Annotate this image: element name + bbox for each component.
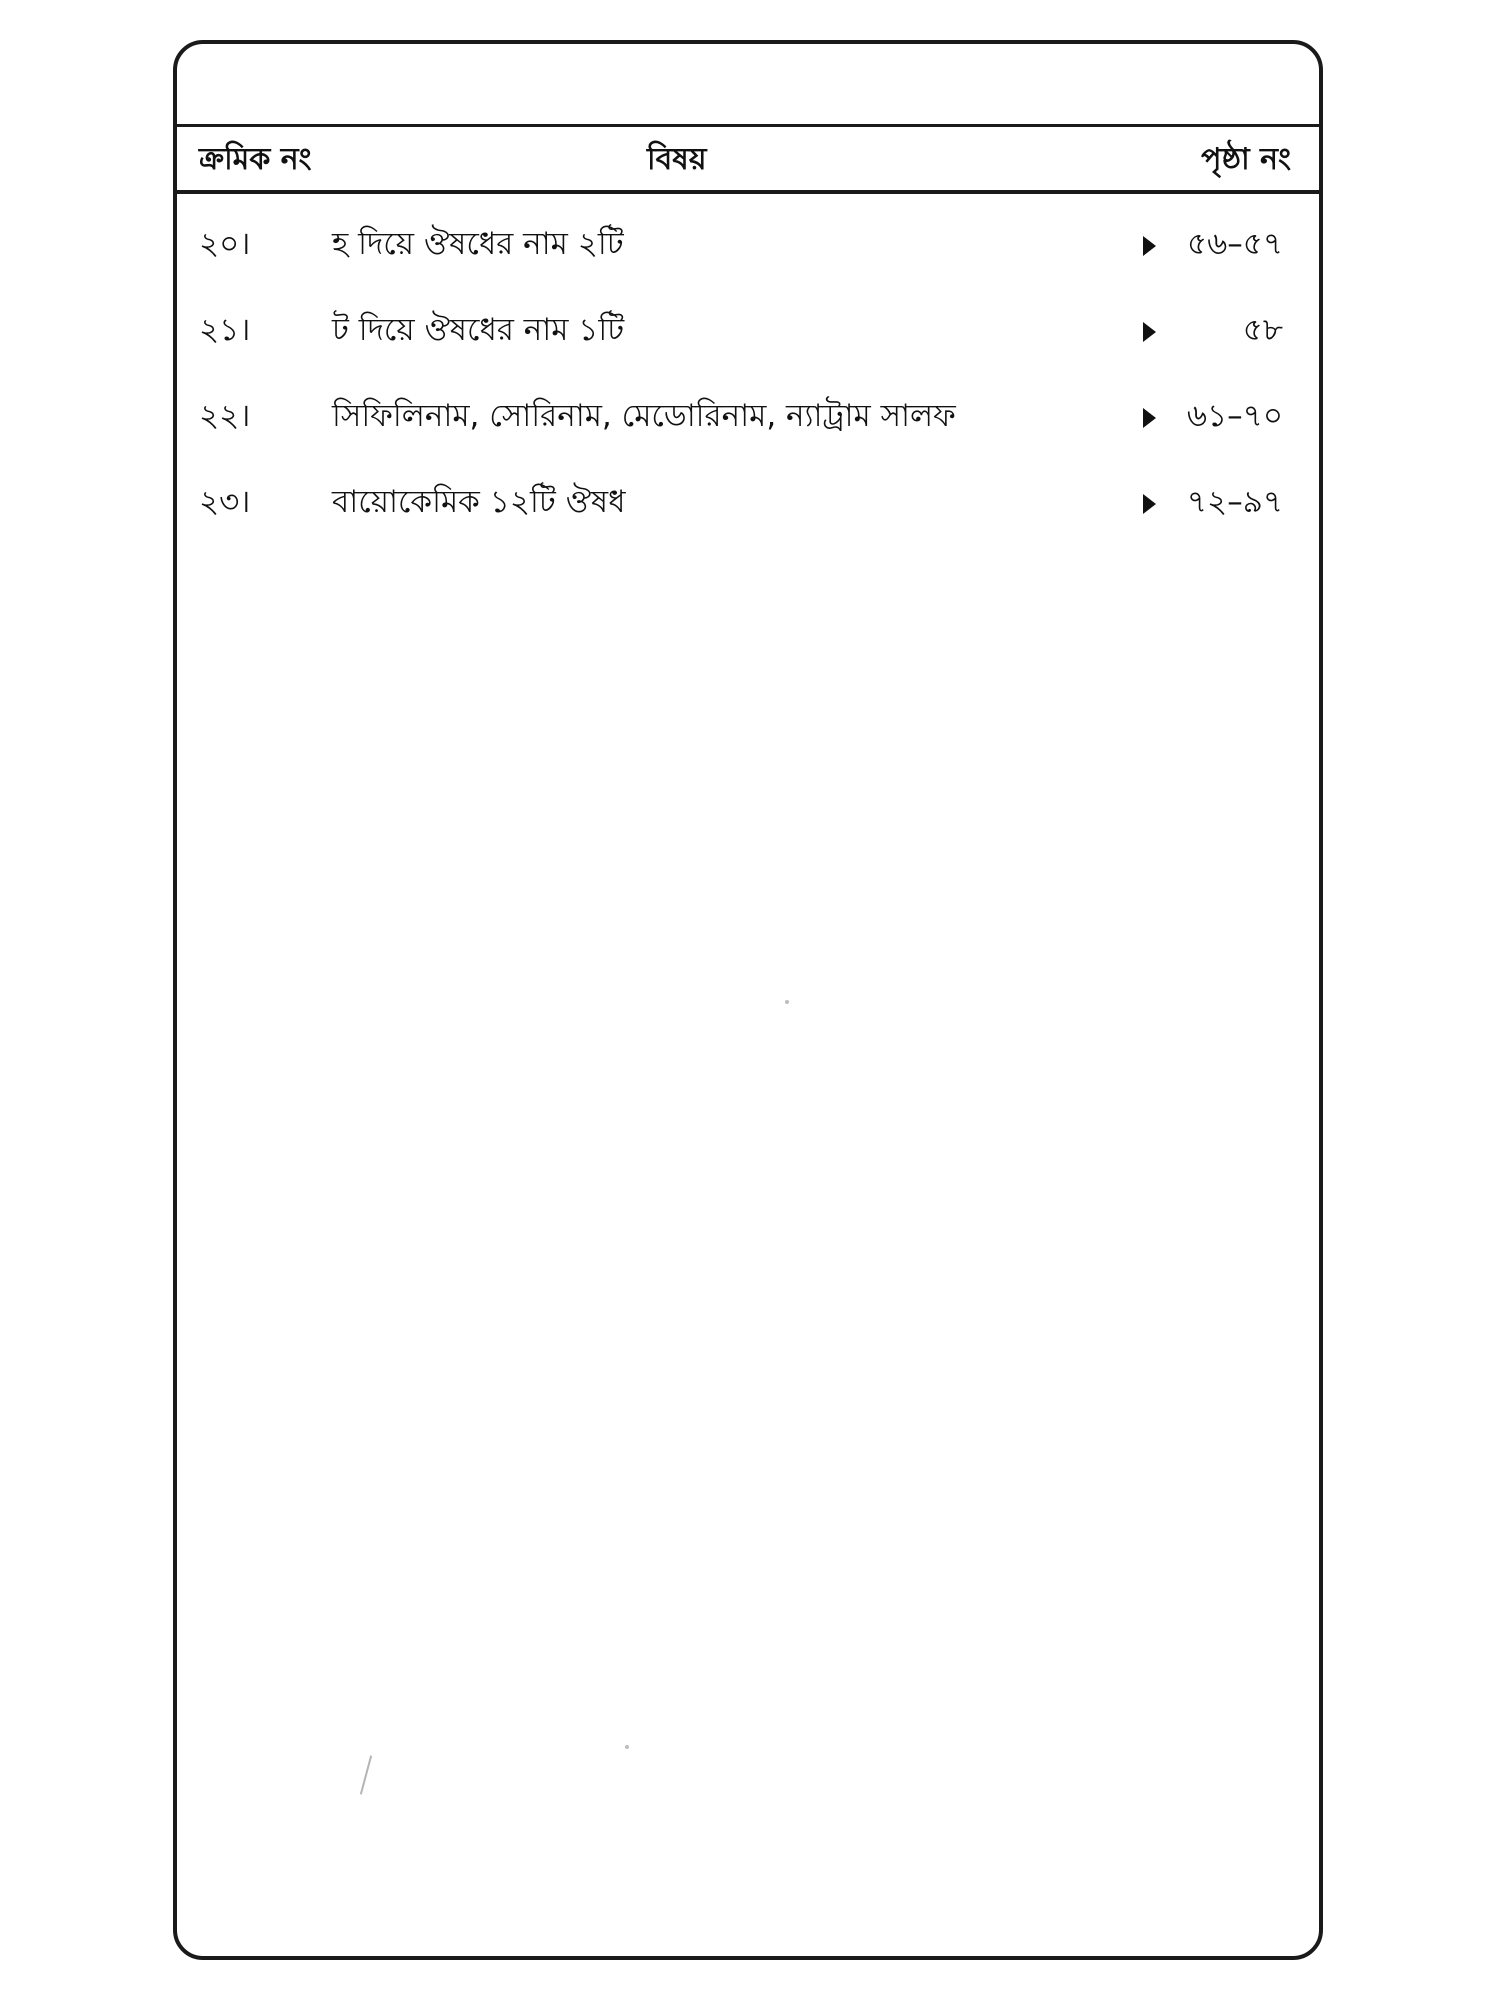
scan-speck	[625, 1745, 629, 1749]
row-page-range: ৫৬–৫৭	[1186, 226, 1283, 262]
serial-column-header: ক্রমিক নং	[199, 142, 312, 177]
contents-page-frame	[173, 40, 1323, 1960]
row-serial: ২১।	[199, 312, 251, 348]
row-subject: ট দিয়ে ঔষধের নাম ১টি	[332, 312, 625, 348]
header-top-rule	[177, 124, 1319, 127]
table-row	[177, 204, 1319, 290]
row-page-range: ৫৮	[1242, 312, 1283, 348]
right-triangle-icon	[1143, 494, 1156, 514]
right-triangle-icon	[1143, 408, 1156, 428]
scan-speck	[785, 1000, 789, 1004]
row-serial: ২২।	[199, 398, 251, 434]
subject-column-header: বিষয়	[647, 142, 707, 177]
row-serial: ২৩।	[199, 484, 251, 520]
row-subject: সিফিলিনাম, সোরিনাম, মেডোরিনাম, ন্যাট্রাম সালফ	[332, 398, 956, 434]
table-row	[177, 290, 1319, 376]
table-row	[177, 462, 1319, 548]
row-subject: হ দিয়ে ঔষধের নাম ২টি	[332, 226, 624, 262]
table-header	[177, 128, 1319, 190]
contents-list	[177, 204, 1319, 548]
header-bottom-rule	[177, 190, 1319, 194]
table-row	[177, 376, 1319, 462]
row-page-range: ৬১–৭০	[1186, 398, 1283, 434]
right-triangle-icon	[1143, 236, 1156, 256]
row-serial: ২০।	[199, 226, 251, 262]
right-triangle-icon	[1143, 322, 1156, 342]
row-subject: বায়োকেমিক ১২টি ঔষধ	[332, 484, 626, 520]
row-page-range: ৭২–৯৭	[1186, 484, 1283, 520]
page-column-header: পৃষ্ঠা নং	[1201, 142, 1291, 177]
